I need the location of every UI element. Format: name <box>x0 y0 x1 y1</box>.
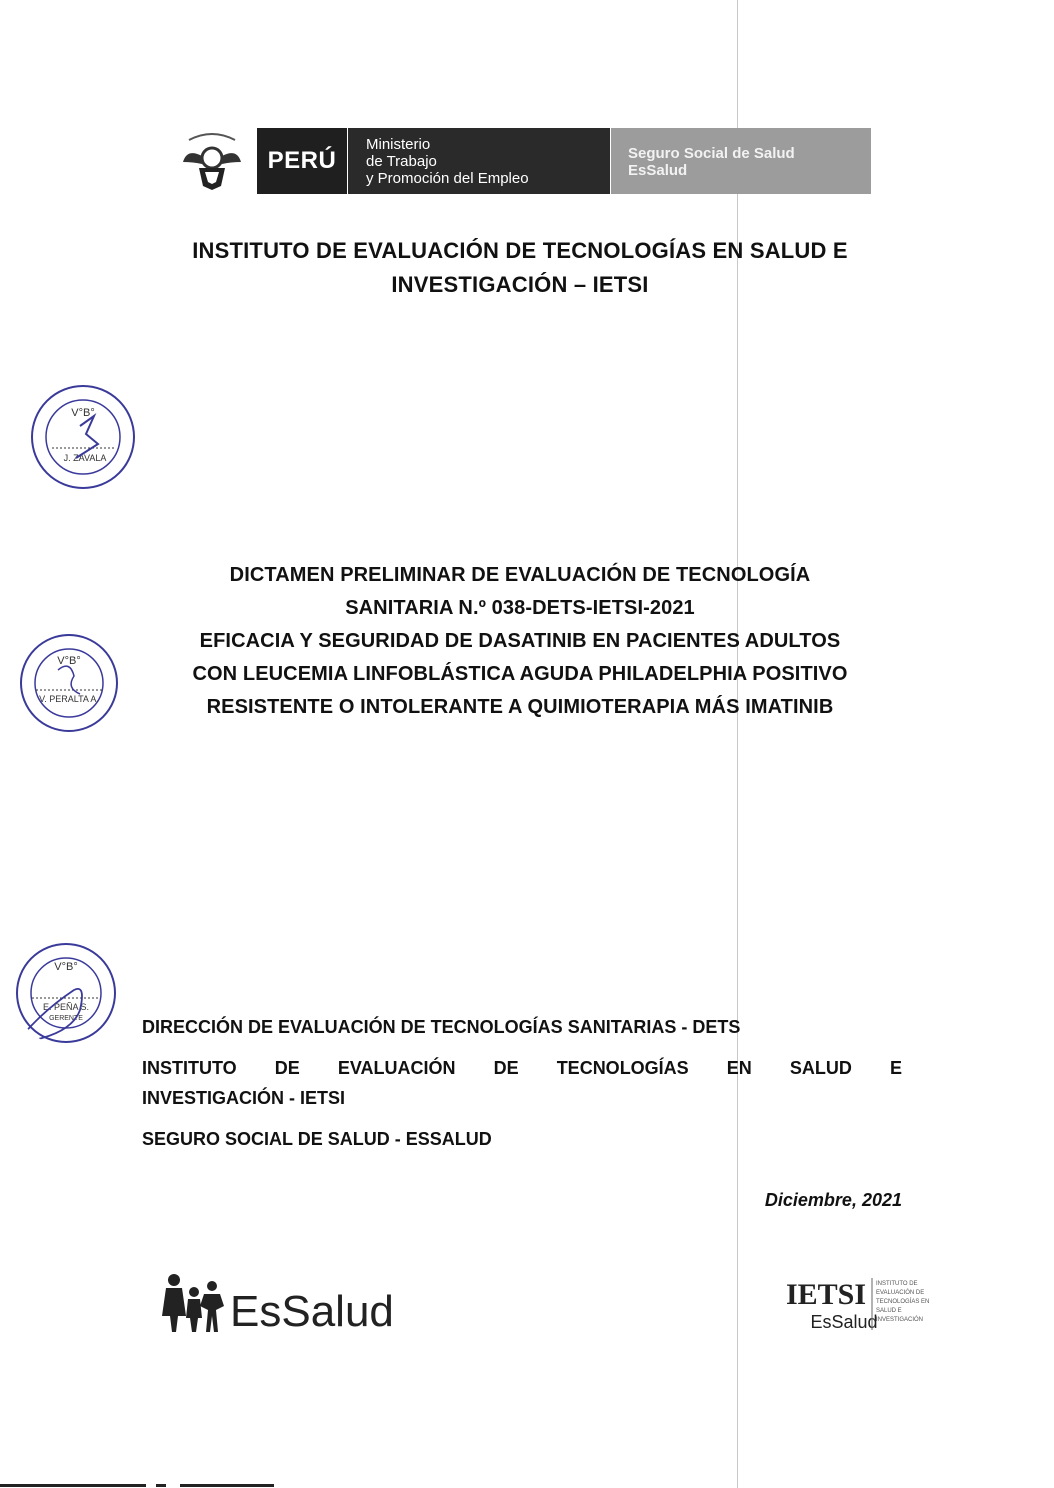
ietsi-logo <box>786 1276 946 1332</box>
institute-title-line: INSTITUTO DE EVALUACIÓN DE TECNOLOGÍAS EN SALUD E <box>192 238 848 263</box>
scan-edge-rule <box>0 1484 146 1487</box>
family-figures-icon <box>162 1274 224 1332</box>
ministry-line: y Promoción del Empleo <box>366 170 529 187</box>
author-line: DIRECCIÓN DE EVALUACIÓN DE TECNOLOGÍAS SANITARIAS - DETS <box>142 1017 741 1037</box>
signature-mark <box>76 416 98 458</box>
dictamen-title-line: RESISTENTE O INTOLERANTE A QUIMIOTERAPIA MÁS IMATINIB <box>206 696 834 718</box>
author-word: EVALUACIÓN <box>337 1058 456 1078</box>
svg-text:INSTITUTO DE: INSTITUTO DE <box>876 1281 918 1287</box>
essalud-banner-line: EsSalud <box>628 162 688 179</box>
dictamen-title-line: DICTAMEN PRELIMINAR DE EVALUACIÓN DE TECNOLOGÍA <box>229 564 811 586</box>
stamp-role: GERENTE <box>49 1015 83 1022</box>
scan-fold-line <box>737 0 738 1488</box>
stamp-name: J. ZAVALA <box>63 453 107 463</box>
peru-coat-of-arms-icon <box>175 128 249 194</box>
stamp-vb: V°B° <box>54 961 78 973</box>
author-line: INVESTIGACIÓN - IETSI <box>142 1088 346 1108</box>
institute-title-line: INVESTIGACIÓN – IETSI <box>391 272 649 297</box>
dictamen-title-line: CON LEUCEMIA LINFOBLÁSTICA AGUDA PHILADELPHIA POSITIVO <box>192 663 848 685</box>
scan-edge-rule <box>180 1484 274 1487</box>
author-line-justified <box>142 1053 902 1083</box>
document-date: Diciembre, 2021 <box>764 1190 902 1210</box>
essalud-logo <box>158 1272 438 1338</box>
approval-stamp-pena <box>14 940 118 1046</box>
author-line: SEGURO SOCIAL DE SALUD - ESSALUD <box>142 1129 492 1149</box>
stamp-vb: V°B° <box>57 655 81 667</box>
svg-text:TECNOLOGÍAS EN: TECNOLOGÍAS EN <box>876 1299 930 1305</box>
peru-label: PERÚ <box>267 147 337 174</box>
ietsi-wordmark: IETSI <box>786 1278 867 1311</box>
institute-title <box>100 234 940 302</box>
svg-text:EVALUACIÓN DE: EVALUACIÓN DE <box>876 1290 925 1296</box>
author-word: EN <box>726 1058 752 1078</box>
essalud-wordmark: EsSalud <box>230 1287 394 1336</box>
author-word: DE <box>493 1058 519 1078</box>
stamp-name: E. PEÑA S. <box>42 1002 90 1012</box>
svg-text:SALUD E: SALUD E <box>876 1308 902 1314</box>
dictamen-title <box>100 559 940 724</box>
ietsi-sub-wordmark: EsSalud <box>810 1312 878 1332</box>
dictamen-title-line: SANITARIA N.º 038-DETS-IETSI-2021 <box>345 597 695 619</box>
stamp-vb: V°B° <box>71 407 95 419</box>
approval-stamp-zavala <box>28 384 138 490</box>
dictamen-title-line: EFICACIA Y SEGURIDAD DE DASATINIB EN PACIENTES ADULTOS <box>199 630 841 652</box>
essalud-banner <box>611 128 871 194</box>
author-word: DE <box>274 1058 300 1078</box>
ministry-banner <box>348 128 610 194</box>
svg-text:INVESTIGACIÓN: INVESTIGACIÓN <box>876 1317 924 1323</box>
author-word: TECNOLOGÍAS <box>556 1058 689 1078</box>
author-word: SALUD <box>789 1058 852 1078</box>
essalud-banner-line: Seguro Social de Salud <box>628 145 795 162</box>
ministry-line: Ministerio <box>366 136 431 153</box>
stamp-name: V. PERALTA A. <box>39 694 99 704</box>
author-word: INSTITUTO <box>142 1058 237 1078</box>
ministry-line: de Trabajo <box>366 153 437 170</box>
peru-banner <box>257 128 347 194</box>
author-word: E <box>889 1058 902 1078</box>
scan-edge-rule <box>156 1484 166 1487</box>
approval-stamp-peralta <box>18 630 120 736</box>
